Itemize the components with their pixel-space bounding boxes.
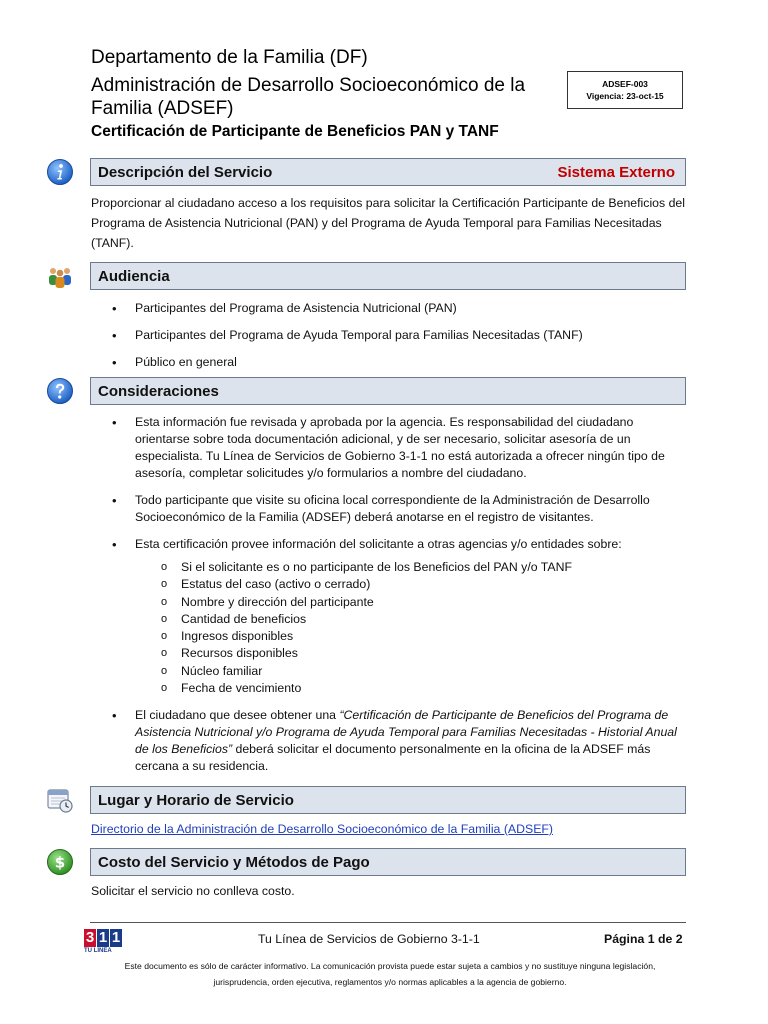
- sub-list-item: o Estatus del caso (activo o cerrado): [159, 576, 687, 593]
- list-item: [91, 536, 687, 697]
- external-system-tag: Sistema Externo: [557, 163, 675, 181]
- people-icon: [46, 262, 74, 290]
- document-code-box: [567, 71, 683, 109]
- info-icon: [46, 158, 74, 186]
- disclaimer-line: jurisprudencia, orden ejecutiva, reglamentos y/o normas aplicables a la agencia de gobierno.: [213, 977, 567, 987]
- list-item-text: Esta certificación provee información del solicitante a otras agencias y/o entidades sobre:: [135, 537, 622, 551]
- section-title: Audiencia: [98, 267, 170, 285]
- 311-logo-icon: [84, 929, 122, 959]
- list-item-text: deberá solicitar el documento personalmente en la oficina de la ADSEF más cercana a su residencia.: [135, 742, 651, 774]
- section-header-audiencia: [90, 262, 686, 290]
- department-title: Departamento de la Familia (DF): [91, 47, 368, 68]
- adsef-directory-link[interactable]: Directorio de la Administración de Desarrollo Socioeconómico de la Familia (ADSEF): [91, 822, 554, 836]
- document-date: Vigencia: 23-oct-15: [586, 91, 664, 101]
- cost-text: Solicitar el servicio no conlleva costo.: [91, 884, 295, 898]
- logo-caption: TU LÍNEA: [84, 948, 112, 954]
- sub-list-item: o Si el solicitante es o no participante de los Beneficios del PAN y/o TANF: [159, 559, 687, 576]
- list-item: [91, 707, 687, 775]
- sub-list-item: o Fecha de vencimiento: [159, 680, 687, 697]
- list-item: • Todo participante que visite su oficina local correspondiente de la Administración de Desarrollo Socioeconómico de la Familia (ADSEF) deberá anotarse en el registro de visitantes.: [91, 492, 687, 526]
- section-header-consideraciones: [90, 377, 686, 405]
- logo-digit-1: 1: [111, 929, 121, 946]
- page-title: Certificación de Participante de Beneficios PAN y TANF: [91, 123, 499, 140]
- section-title: Lugar y Horario de Servicio: [98, 791, 294, 809]
- list-item: • Participantes del Programa de Asistencia Nutricional (PAN): [91, 300, 687, 317]
- sub-list: [159, 559, 687, 697]
- sub-list-item: o Núcleo familiar: [159, 663, 687, 680]
- list-item: • Público en general: [91, 354, 687, 371]
- footer-divider: [90, 922, 686, 923]
- document-code: ADSEF-003: [602, 79, 648, 89]
- description-text: Proporcionar al ciudadano acceso a los requisitos para solicitar la Certificación Participante de Beneficios del Programa de Asistencia Nutricional (PAN) y del Programa de Ayuda Temporal para Familias Necesitadas (TANF).: [91, 196, 685, 250]
- disclaimer-line: Este documento es sólo de carácter informativo. La comunicación provista puede estar sujeta a cambios y no sustituye ninguna legislación,: [124, 961, 656, 971]
- considerations-list: [91, 414, 687, 775]
- audience-list: [91, 300, 687, 371]
- list-item-text: El ciudadano que desee obtener una: [135, 708, 340, 723]
- sub-list-item: o Ingresos disponibles: [159, 628, 687, 645]
- dollar-icon: [46, 848, 74, 876]
- sub-list-item: o Nombre y dirección del participante: [159, 594, 687, 611]
- footer-service-line: Tu Línea de Servicios de Gobierno 3-1-1: [258, 932, 480, 946]
- section-header-descripcion: [90, 158, 686, 186]
- sub-list-item: o Cantidad de beneficios: [159, 611, 687, 628]
- question-icon: [46, 377, 74, 405]
- section-title: Descripción del Servicio: [98, 163, 273, 181]
- section-header-costo: [90, 848, 686, 876]
- sub-list-item: o Recursos disponibles: [159, 645, 687, 662]
- disclaimer: [70, 958, 710, 990]
- calendar-clock-icon: [46, 786, 74, 814]
- section-title: Consideraciones: [98, 382, 219, 400]
- page-number: Página 1 de 2: [604, 932, 683, 946]
- svg-text:$: $: [54, 853, 66, 872]
- logo-digit-1: 1: [98, 929, 108, 946]
- administration-title: Administración de Desarrollo Socioeconómico de la Familia (ADSEF): [91, 75, 526, 119]
- section-title: Costo del Servicio y Métodos de Pago: [98, 853, 370, 871]
- document-name-italic: “Certificación de Participante de Beneficios del Programa de Asistencia Nutricional y/o Programa de Ayuda Temporal para Familias Necesitadas - Historial Anual de los Beneficios”: [135, 708, 677, 757]
- logo-digit-3: 3: [85, 929, 95, 946]
- section-header-lugar: [90, 786, 686, 814]
- list-item: • Esta información fue revisada y aprobada por la agencia. Es responsabilidad del ciudadano orientarse sobre toda documentación adicional, y de ser necesario, solicitar asesoría de un especialista. Tu Línea de Servicios de Gobierno 3-1-1 no está autorizada a ofrecer ningún tipo de asesoría, completar solicitudes y/o formularios a nombre del ciudadano.: [91, 414, 687, 482]
- list-item: • Participantes del Programa de Ayuda Temporal para Familias Necesitadas (TANF): [91, 327, 687, 344]
